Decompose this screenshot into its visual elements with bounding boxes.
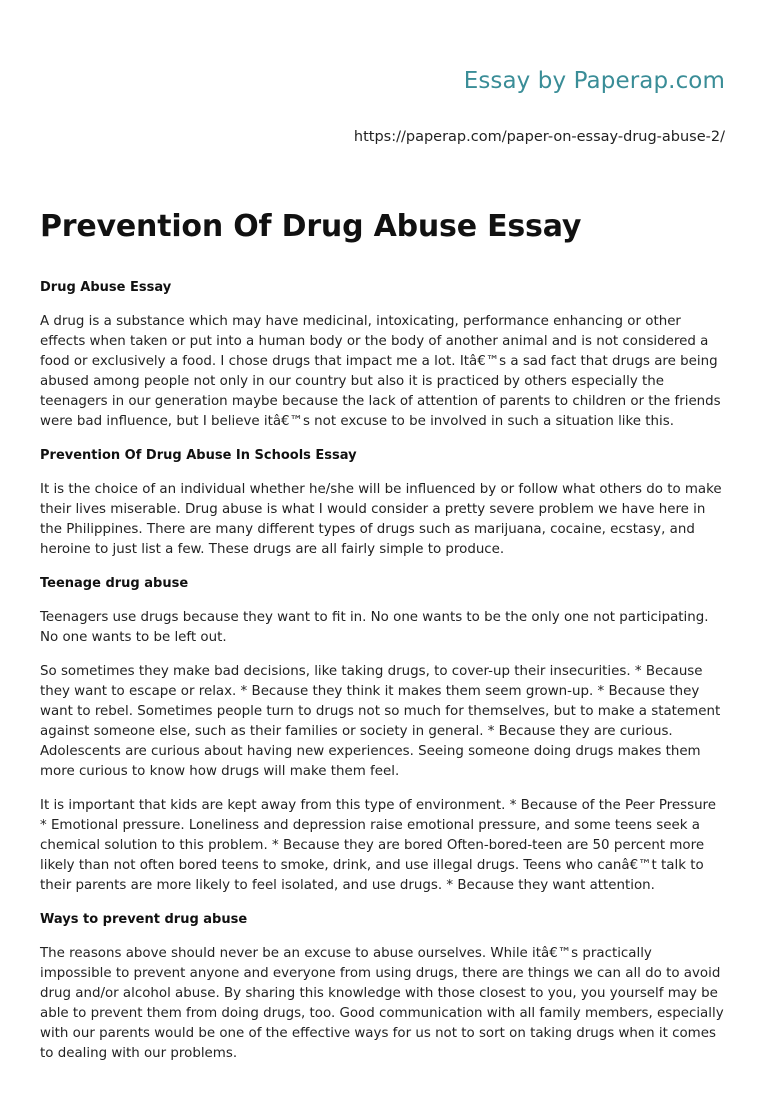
source-url: https://paperap.com/paper-on-essay-drug-abuse-2/ [353, 129, 725, 145]
section-heading: Ways to prevent drug abuse [40, 912, 248, 927]
site-brand-link[interactable]: Essay by Paperap.com [463, 68, 725, 94]
essay-body [40, 278, 725, 1078]
paragraph: It is the choice of an individual whether he/she will be influenced by or follow what others do to make their lives miserable. Drug abuse is what I would consider a pretty severe problem we have here in the Philippines. There are many different types of drugs such as marijuana, cocaine, ecstasy, and heroine to just list a few. These drugs are all fairly simple to produce. [40, 482, 722, 557]
section-heading: Teenage drug abuse [40, 576, 189, 591]
section-heading: Drug Abuse Essay [40, 280, 172, 295]
paragraph: It is important that kids are kept away from this type of environment. * Because of the Peer Pressure * Emotional pressure. Loneliness and depression raise emotional pressure, and some teens seek a chemical solution to this problem. * Because they are bored Often-bored-teen are 50 percent more likely than not often bored teens to smoke, drink, and use illegal drugs. Teens who canâ€™t talk to their parents are more likely to feel isolated, and use drugs. * Because they want attention. [40, 798, 717, 893]
paragraph: So sometimes they make bad decisions, like taking drugs, to cover-up their insecurities. * Because they want to escape or relax. * Because they think it makes them seem grown-up. * Because they want to rebel. Sometimes people turn to drugs not so much for themselves, but to make a statement against someone else, such as their families or society in general. * Because they are curious. Adolescents are curious about having new experiences. Seeing someone doing drugs makes them more curious to know how drugs will make them feel. [40, 664, 721, 779]
paragraph: A drug is a substance which may have medicinal, intoxicating, performance enhancing or other effects when taken or put into a human body or the body of another animal and is not considered a food or exclusively a food. I chose drugs that impact me a lot. Itâ€™s a sad fact that drugs are being abused among people not only in our country but also it is practiced by others especially the teenagers in our generation maybe because the lack of attention of parents to children or the friends were bad influence, but I believe itâ€™s not excuse to be involved in such a situation like this. [40, 314, 721, 429]
paragraph: The reasons above should never be an excuse to abuse ourselves. While itâ€™s practically impossible to prevent anyone and everyone from using drugs, there are things we can all do to avoid drug and/or alcohol abuse. By sharing this knowledge with those closest to you, you yourself may be able to prevent them from doing drugs, too. Good communication with all family members, especially with our parents would be one of the effective ways for us not to sort on taking drugs when it comes to dealing with our problems. [40, 946, 724, 1061]
page-title: Prevention Of Drug Abuse Essay [40, 209, 582, 244]
paragraph: Teenagers use drugs because they want to fit in. No one wants to be the only one not participating. No one wants to be left out. [40, 610, 709, 645]
section-heading: Prevention Of Drug Abuse In Schools Essay [40, 448, 357, 463]
